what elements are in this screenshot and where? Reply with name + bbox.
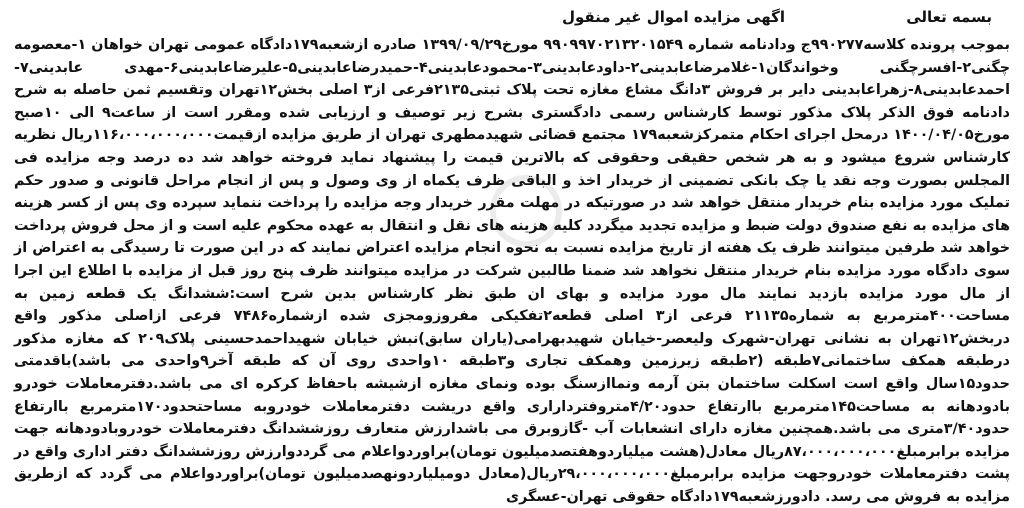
header [14,4,1010,34]
auction-notice-body: بموجب پرونده کلاسه۹۹۰۲۷۷ج ودادنامه شماره ۹۹۰۹۹۷۰۲۱۳۲۰۱۵۴۹ مورخ۱۳۹۹/۰۹/۲۹ صادره ازشعبه۱۷۹دادگاه عمومی تهران خواهان ۱-معصومه چگنی۲-افسرچگنی وخواندگان۱-غلامرضاعابدینی۲-داودعابدینی۳-محمودعابدینی۴-حمیدرضاعابدینی۵-علیرضاعابدینی۶-مهدی عابدینی۷-احمدعابدینی۸-زهراعابدینی دایر بر فروش ۳دانگ مشاع مغازه تحت پلاک ثبتی۲۱۳۵فرعی از۳ اصلی بخش۱۲تهران وتقسیم ثمن حاصله به شرح دادنامه فوق الذکر پلاک مذکور توسط کارشناس رسمی دادگستری بشرح زیر توصیف و ارزیابی شده ومقرر است از ساعت۹ الی ۱۰صبح مورخ۱۴۰۰/۰۴/۰۵ درمحل اجرای احکام متمرکزشعبه۱۷۹ مجتمع قضائی شهیدمطهری تهران از طریق مزایده ازقیمت۱۱۶،۰۰۰،۰۰۰،۰۰۰ریال نظریه کارشناس شروع میشود و به هر شخص حقیقی وحقوقی که بالاترین قیمت را پیشنهاد نماید فروخته خواهد شد ده درصد وجه مزایده فی المجلس بصورت وجه نقد یا چک بانکی تضمینی از خریدار اخذ و الباقی ظرف یکماه از وی وصول و پس از انجام مراحل قانونی و صدور حکم تملیک مورد مزایده بنام خریدار منتقل خواهد شد در صورتیکه در مهلت مقرر خریدار وجه مزایده را پرداخت ننماید سپرده وی پس از کسر هزینه های مزایده به نفع صندوق دولت ضبط و مزایده تجدید میگردد کلیه هزینه های نقل و انتقال به عهده محکوم علیه است و از محل فروش پرداخت خواهد شد طرفین میتوانند ظرف یک هفته از تاریخ مزایده نسبت به نحوه انجام مزایده اعتراض نمایند که در این صورت تا رسیدگی به اعتراض از سوی دادگاه مورد مزایده بنام خریدار منتقل نخواهد شد ضمنا طالبین شرکت در مزایده میتوانند ظرف پنج روز قبل از مزایده با اطلاع این اجرا از مال مورد مزایده بازدید نمایند مال مورد مزایده و بهای ان طبق نظر کارشناس بدین شرح است:ششدانگ یک قطعه زمین به مساحت۴۰۰مترمربع به شماره۲۱۱۳۵ فرعی از۳ اصلی قطعه۲تفکیکی مفروزومجزی شده ازشماره۷۴۸۶ فرعی ازاصلی مذکور واقع دربخش۱۲تهران به نشانی تهران-شهرک ولیعصر-خیابان شهیدبهرامی(یاران سابق)نبش خیابان شهیداحمدحسینی پلاک۲۰۹ که مغازه مذکور درطبقه همکف ساختمانی۷طبقه (۲طبقه زیرزمین وهمکف تجاری و۳طبقه ۱۰واحدی روی آن که طبقه آخر۹واحدی می باشد)باقدمتی حدود۱۵سال واقع است اسکلت ساختمان بتن آرمه ونماازسنگ بوده ونمای مغازه ازشیشه باحفاظ کرکره ای می باشد.دفترمعاملات خودرو بادودهانه به مساحت۱۴۵مترمربع باارتفاع حدود۴/۲۰متروفترداراری واقع دریشت دفترمعاملات خودروبه مساحتحدود۱۷۰مترمربع باارتفاع حدود۳/۴۰متری می باشد.همچنین مغازه دارای انشعابات آب -گازوبرق می باشدارزش متعارف روزششدانگ دفترمعاملات خودروبادودهانه جهت مزایده برابرمبلغ۸۷،۰۰۰،۰۰۰،۰۰۰ریال معادل(هشت میلیاردوهفتصدمیلیون تومان)براوردواعلام می گرددوارزش روزششدانگ دفتر اداری واقع در پشت دفترمعاملات خودروجهت مزایده برابرمبلغ۲۹،۰۰۰،۰۰۰،۰۰۰ریال(معادل دومیلیاردونهصدمیلیون تومان)براوردواعلام می گردد که ازطریق مزایده به فروش می رسد. دادورزشعبه۱۷۹دادگاه حقوقی تهران-عسگری [14,37,1011,505]
page-title: اگهی مزایده اموال غیر منقول [561,8,785,26]
basmala-heading: بسمه تعالی [906,8,992,26]
